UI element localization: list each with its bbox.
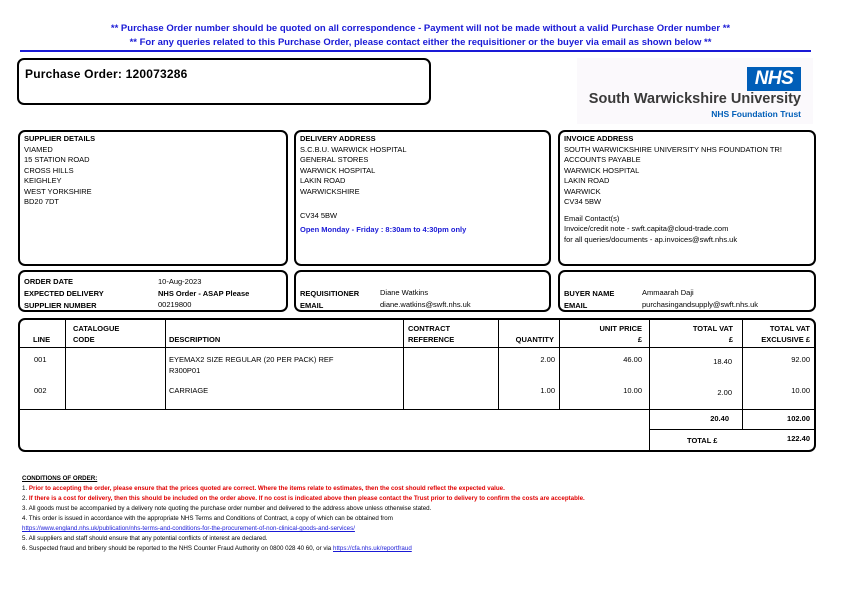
row-unit-price: 46.00 <box>623 355 642 364</box>
invoice-email-heading: Email Contact(s) <box>564 213 620 223</box>
po-title <box>19 60 429 81</box>
condition-item-3 <box>22 504 822 514</box>
condition-text: If there is a cost for delivery, then this should be included on the order above. If no cost is indicated above then please contact the Trust prior to delivery to confirm the costs are acceptable. <box>28 495 585 502</box>
supplier-heading: SUPPLIER DETAILS <box>24 134 96 143</box>
subtotal-vat: 20.40 <box>710 414 729 423</box>
purchase-order-box <box>17 58 431 105</box>
supplier-line: CROSS HILLS <box>24 165 74 175</box>
notice-divider <box>20 50 811 52</box>
subtotal-ex-vat: 102.00 <box>787 414 810 423</box>
delivery-address-box <box>294 130 551 266</box>
supplier-line: VIAMED <box>24 144 53 154</box>
col-divider <box>65 320 66 409</box>
expected-delivery-value: NHS Order - ASAP Please <box>158 289 250 298</box>
nhs-logo-icon: NHS <box>747 67 801 91</box>
delivery-line: GENERAL STORES <box>300 155 369 164</box>
delivery-line: LAKIN ROAD <box>300 176 346 185</box>
order-date-value: 10-Aug-2023 <box>158 277 202 286</box>
supplier-number-label: SUPPLIER NUMBER <box>24 301 97 310</box>
requisitioner-label: REQUISITIONER <box>300 289 360 298</box>
report-fraud-link[interactable]: https://cfa.nhs.uk/reportfraud <box>333 545 412 552</box>
supplier-line: 15 STATION ROAD <box>24 155 90 164</box>
header-total-vat-1: TOTAL VAT <box>692 324 733 333</box>
header-unit-price-1: UNIT PRICE <box>599 324 642 333</box>
row-total-ex-vat: 10.00 <box>791 386 810 395</box>
requisitioner-email-label: EMAIL <box>300 301 324 310</box>
row-total-vat: 2.00 <box>717 388 732 397</box>
condition-number: 4. <box>22 515 28 522</box>
header-total-ex-vat-2: EXCLUSIVE £ <box>761 335 810 344</box>
po-number: 120073286 <box>125 67 188 81</box>
delivery-postcode: CV34 5BW <box>300 210 338 220</box>
trust-name: South Warwickshire University <box>588 91 801 107</box>
header-contract-1: CONTRACT <box>408 324 451 333</box>
condition-text: Prior to accepting the order, please ensure that the prices quoted are correct. Where the items relate to estimates, then the cost should reflect the expected value. <box>28 485 505 492</box>
expected-delivery-label: EXPECTED DELIVERY <box>24 289 104 298</box>
conditions-title: CONDITIONS OF ORDER: <box>22 475 98 482</box>
condition-number: 1. <box>22 485 28 492</box>
row-description: CARRIAGE <box>169 386 209 395</box>
supplier-line: BD20 7DT <box>24 197 60 206</box>
trust-subtitle: NHS Foundation Trust <box>711 109 801 119</box>
delivery-line: S.C.B.U. WARWICK HOSPITAL <box>300 144 407 154</box>
delivery-line: WARWICK HOSPITAL <box>300 165 376 175</box>
invoice-line: CV34 5BW <box>564 197 602 206</box>
conditions-of-order <box>22 474 822 554</box>
condition-item-6 <box>22 544 822 554</box>
buyer-name-label: BUYER NAME <box>564 289 615 298</box>
row-total-ex-vat: 92.00 <box>791 355 810 364</box>
col-divider <box>165 320 166 409</box>
po-notice-line-1: ** Purchase Order number should be quoted on all correspondence - Payment will not be made without a valid Purchase Order number ** <box>110 23 731 34</box>
order-info-box <box>18 270 288 312</box>
supplier-details-box <box>18 130 288 266</box>
condition-number: 3. <box>22 505 28 512</box>
supplier-number-value: 00219800 <box>158 300 192 309</box>
condition-text: Suspected fraud and bribery should be reported to the NHS Counter Fraud Authority on 0800 028 40 60, or via <box>28 545 332 552</box>
row-quantity: 1.00 <box>540 386 555 395</box>
trust-logo <box>577 58 813 124</box>
buyer-email[interactable]: purchasingandsupply@swft.nhs.uk <box>642 300 759 309</box>
totals-divider <box>649 429 814 430</box>
buyer-name: Ammaarah Daji <box>642 288 694 297</box>
invoice-line: WARWICK HOSPITAL <box>564 165 640 175</box>
col-divider <box>498 320 499 409</box>
invoice-email-queries[interactable]: for all queries/documents - ap.invoices@swft.nhs.uk <box>564 234 738 244</box>
order-lines-table <box>18 318 816 452</box>
condition-item-4-link-row <box>22 524 822 534</box>
condition-number: 2. <box>22 495 28 502</box>
header-contract-2: REFERENCE <box>408 335 455 344</box>
invoice-email-credit-note[interactable]: Invoice/credit note - swft.capita@cloud-trade.com <box>564 224 729 233</box>
grand-total: 122.40 <box>787 434 810 443</box>
header-total-ex-vat-1: TOTAL VAT <box>769 324 810 333</box>
requisitioner-box <box>294 270 551 312</box>
condition-number: 6. <box>22 545 28 552</box>
condition-text: All suppliers and staff should ensure that any potential conflicts of interest are declared. <box>28 535 268 542</box>
supplier-line: KEIGHLEY <box>24 176 62 185</box>
condition-number: 5. <box>22 535 28 542</box>
po-notice-line-2: ** For any queries related to this Purchase Order, please contact either the requisitioner or the buyer via email as shown below ** <box>129 37 712 48</box>
row-description-cont: R300P01 <box>169 366 201 375</box>
header-unit-price-2: £ <box>637 335 642 344</box>
row-total-vat: 18.40 <box>713 357 732 366</box>
invoice-line: LAKIN ROAD <box>564 176 610 185</box>
header-catalogue-2: CODE <box>73 335 95 344</box>
header-line: LINE <box>33 335 51 344</box>
header-quantity: QUANTITY <box>515 335 554 344</box>
row-description: EYEMAX2 SIZE REGULAR (20 PER PACK) REF <box>169 355 334 364</box>
header-catalogue-1: CATALOGUE <box>73 324 120 333</box>
condition-item-5 <box>22 534 822 544</box>
condition-item-4 <box>22 514 822 524</box>
order-date-label: ORDER DATE <box>24 277 74 286</box>
table-body-divider <box>20 409 814 410</box>
supplier-line: WEST YORKSHIRE <box>24 186 92 196</box>
invoice-address-box <box>558 130 816 266</box>
invoice-line: SOUTH WARWICKSHIRE UNIVERSITY NHS FOUNDATION TR! <box>564 144 782 154</box>
buyer-email-label: EMAIL <box>564 301 588 310</box>
condition-item-1 <box>22 484 822 494</box>
condition-text: All goods must be accompanied by a delivery note quoting the purchase order number and delivered to the address above unless otherwise stated. <box>28 505 432 512</box>
buyer-box <box>558 270 816 312</box>
header-description: DESCRIPTION <box>169 335 221 344</box>
invoice-line: ACCOUNTS PAYABLE <box>564 155 641 164</box>
header-total-vat-2: £ <box>728 335 733 344</box>
row-unit-price: 10.00 <box>623 386 642 395</box>
row-line: 002 <box>34 386 47 395</box>
delivery-line: WARWICKSHIRE <box>300 186 360 196</box>
requisitioner-email[interactable]: diane.watkins@swft.nhs.uk <box>380 300 471 309</box>
invoice-heading: INVOICE ADDRESS <box>564 134 634 143</box>
condition-item-2 <box>22 494 822 504</box>
row-quantity: 2.00 <box>540 355 555 364</box>
condition-text: This order is issued in accordance with the appropriate NHS Terms and Conditions of Contract, a copy of which can be obtained from <box>28 515 393 522</box>
col-divider <box>403 320 404 409</box>
delivery-heading: DELIVERY ADDRESS <box>300 134 376 143</box>
total-label: TOTAL £ <box>687 436 718 445</box>
table-header-divider <box>20 347 814 348</box>
invoice-line: WARWICK <box>564 186 601 196</box>
nhs-terms-link[interactable]: https://www.england.nhs.uk/publication/nhs-terms-and-conditions-for-the-procurement-of-non-clinical-goods-and-services/ <box>22 525 355 532</box>
requisitioner-name: Diane Watkins <box>380 288 429 297</box>
delivery-opening-hours: Open Monday - Friday : 8:30am to 4:30pm only <box>300 225 467 234</box>
col-divider <box>559 320 560 409</box>
row-line: 001 <box>34 355 47 364</box>
po-label: Purchase Order: <box>25 67 123 81</box>
